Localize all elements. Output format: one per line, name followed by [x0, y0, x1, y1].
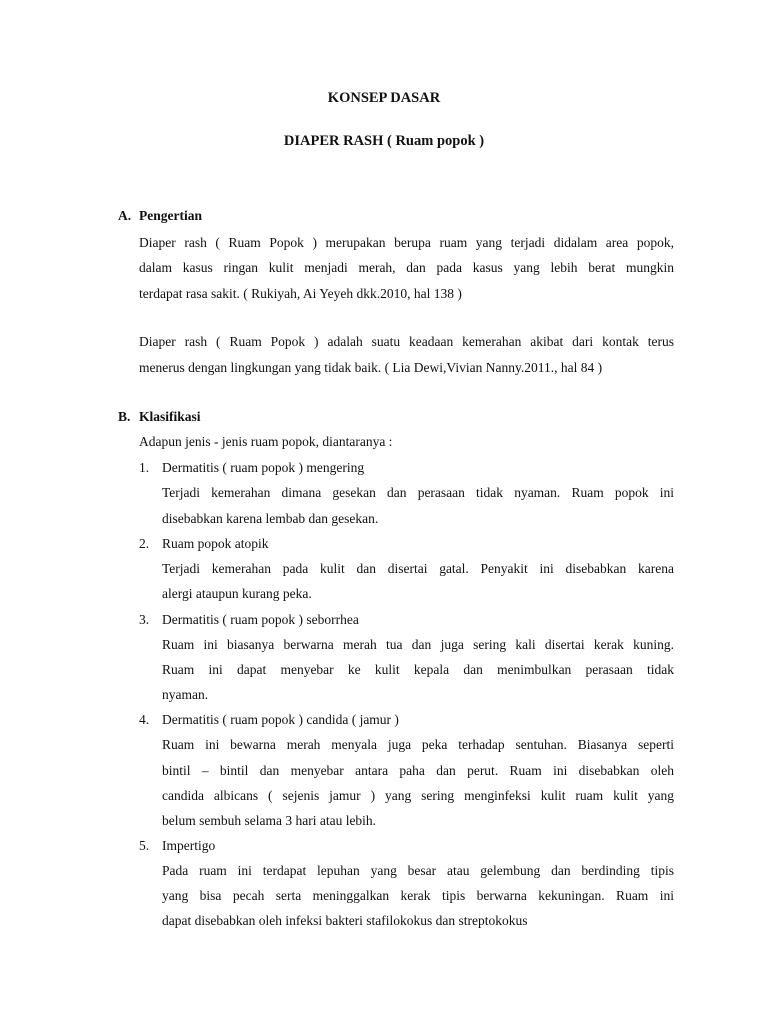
page-title: KONSEP DASAR — [327, 90, 441, 106]
section-b-marker: B. — [118, 409, 131, 424]
page-subtitle: DIAPER RASH ( Ruam popok ) — [283, 133, 485, 149]
list-item-line: disebabkan karena lembab dan gesekan. — [162, 511, 379, 526]
paragraph-line: Diaper rash ( Ruam Popok ) adalah suatu keadaan kemerahan akibat dari kontak terus — [139, 334, 674, 349]
list-item-number: 1. — [139, 460, 150, 475]
paragraph-line: dalam kasus ringan kulit menjadi merah, dan pada kasus yang lebih berat mungkin — [139, 260, 674, 275]
paragraph-line: menerus dengan lingkungan yang tidak baik. ( Lia Dewi,Vivian Nanny.2011., hal 84 ) — [139, 360, 603, 375]
list-item-number: 5. — [139, 838, 150, 853]
section-a-heading: Pengertian — [139, 208, 202, 223]
list-item-number: 3. — [139, 612, 150, 627]
list-item-title: Dermatitis ( ruam popok ) mengering — [162, 460, 365, 475]
list-item-line: Ruam ini biasanya berwarna merah tua dan juga sering kali disertai kerak kuning. — [162, 637, 674, 652]
list-item-line: dapat disebabkan oleh infeksi bakteri stafilokokus dan streptokokus — [162, 913, 528, 928]
list-item-line: Terjadi kemerahan dimana gesekan dan perasaan tidak nyaman. Ruam popok ini — [162, 485, 674, 500]
list-item-line: belum sembuh selama 3 hari atau lebih. — [162, 813, 377, 828]
list-item-title: Ruam popok atopik — [162, 536, 269, 551]
section-b-intro: Adapun jenis - jenis ruam popok, diantaranya : — [139, 434, 393, 449]
paragraph-line: terdapat rasa sakit. ( Rukiyah, Ai Yeyeh dkk.2010, hal 138 ) — [139, 286, 462, 301]
list-item-line: Ruam ini dapat menyebar ke kulit kepala dan menimbulkan perasaan tidak — [162, 662, 674, 677]
paragraph-line: Diaper rash ( Ruam Popok ) merupakan berupa ruam yang terjadi didalam area popok, — [139, 235, 674, 250]
list-item-line: Ruam ini bewarna merah menyala juga peka terhadap sentuhan. Biasanya seperti — [162, 737, 674, 752]
list-item-number: 2. — [139, 536, 150, 551]
list-item-line: Terjadi kemerahan pada kulit dan disertai gatal. Penyakit ini disebabkan karena — [162, 561, 674, 576]
list-item-line: bintil – bintil dan menyebar antara paha dan perut. Ruam ini disebabkan oleh — [162, 763, 674, 778]
list-item-title: Dermatitis ( ruam popok ) seborrhea — [162, 612, 359, 627]
list-item-title: Impertigo — [162, 838, 216, 853]
section-b-heading: Klasifikasi — [139, 409, 201, 424]
section-a-marker: A. — [118, 208, 132, 223]
list-item-line: yang bisa pecah serta meninggalkan kerak tipis berwarna kekuningan. Ruam ini — [162, 888, 674, 903]
list-item-number: 4. — [139, 712, 150, 727]
list-item-line: alergi ataupun kurang peka. — [162, 586, 312, 601]
list-item-line: candida albicans ( sejenis jamur ) yang sering menginfeksi kulit ruam kulit yang — [162, 788, 674, 803]
list-item-title: Dermatitis ( ruam popok ) candida ( jamur ) — [162, 712, 399, 727]
list-item-line: nyaman. — [162, 687, 209, 702]
list-item-line: Pada ruam ini terdapat lepuhan yang besar atau gelembung dan berdinding tipis — [162, 863, 674, 878]
